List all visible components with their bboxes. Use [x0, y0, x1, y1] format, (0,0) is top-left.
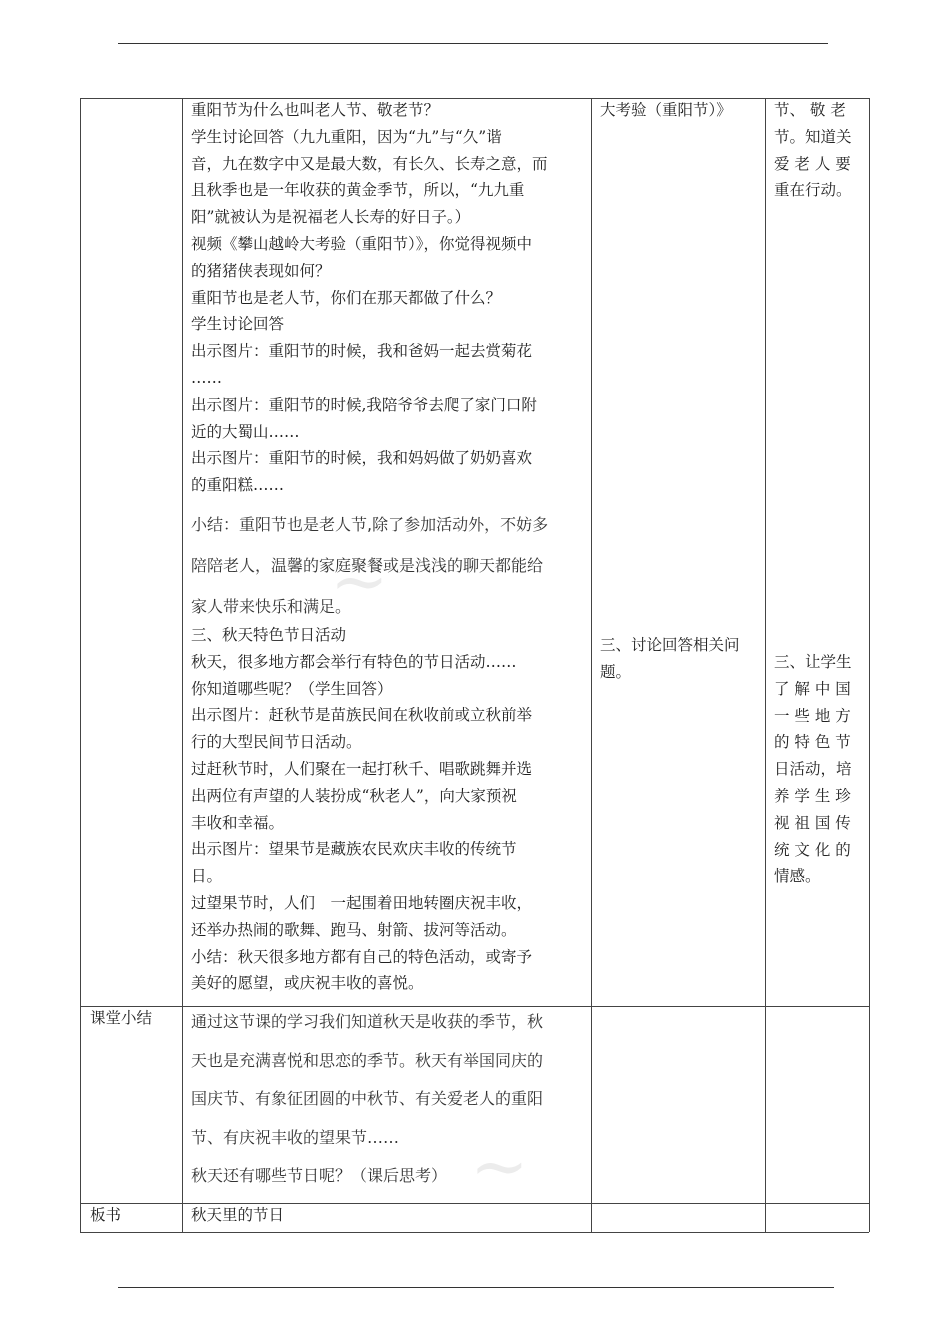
table-col-divider-1	[182, 98, 183, 1232]
content-line: 且秋季也是一年收获的黄金季节，所以，“九九重	[191, 181, 525, 200]
design-intent-top	[774, 97, 866, 204]
content-line: 出示图片：重阳节的时候，我和爸妈一起去赏菊花	[191, 342, 533, 361]
intent-line: 节、 敬 老	[774, 101, 846, 119]
content-line: 美好的愿望，或庆祝丰收的喜悦。	[191, 974, 424, 993]
row-label-class-summary	[90, 1005, 180, 1032]
row-label: 板书	[90, 1206, 122, 1224]
intent-line: 了 解 中 国	[774, 679, 851, 698]
header-rule	[118, 43, 828, 44]
content-line: 出示图片：重阳节的时候，我和妈妈做了奶奶喜欢	[191, 449, 533, 468]
section-heading: 三、秋天特色节日活动	[191, 626, 347, 644]
student-activity-line: 三、讨论回答相关问	[600, 636, 740, 654]
watermark-right: ~	[470, 1125, 529, 1207]
content-line: 秋天，很多地方都会举行有特色的节日活动……	[191, 652, 517, 671]
row-label-blackboard	[90, 1202, 180, 1229]
teaching-content-block	[191, 97, 587, 499]
content-line: 过赶秋节时，人们聚在一起打秋千、唱歌跳舞并选	[191, 759, 533, 778]
design-intent-mid	[774, 649, 866, 890]
intent-line: 的 特 色 节	[774, 733, 851, 752]
table-border-left	[80, 98, 81, 1232]
content-line: 音，九在数字中又是最大数，有长久、长寿之意，而	[191, 154, 548, 173]
content-line: 出示图片：重阳节的时候,我陪爷爷去爬了家门口附	[191, 395, 537, 414]
row-label: 课堂小结	[90, 1009, 153, 1027]
content-line: 的重阳糕……	[191, 476, 285, 495]
student-activity-line: 大考验（重阳节）》	[600, 101, 732, 119]
content-line: 近的大蜀山……	[191, 422, 300, 441]
summary-line: 通过这节课的学习我们知道秋天是收获的季节，秋	[191, 1012, 544, 1031]
summary-line: 家人带来快乐和满足。	[191, 597, 352, 616]
content-line: 学生讨论回答（九九重阳，因为“九”与“久”谐	[191, 127, 502, 146]
content-line: 阳”就被认为是祝福老人长寿的好日子。）	[191, 208, 471, 227]
summary-line: 国庆节、有象征团圆的中秋节、有关爱老人的重阳	[191, 1089, 544, 1108]
student-activity-mid	[600, 632, 760, 686]
summary-line: 秋天还有哪些节日呢？（课后思考）	[191, 1166, 448, 1185]
content-line: 重阳节为什么也叫老人节、敬老节？	[191, 101, 440, 119]
content-line: 丰收和幸福。	[191, 813, 285, 832]
table-border-bottom	[80, 1232, 869, 1233]
content-line: 出两位有声望的人装扮成“秋老人”，向大家预祝	[191, 786, 517, 805]
content-line: 行的大型民间节日活动。	[191, 733, 362, 752]
intent-line: 节。知道关	[774, 127, 852, 146]
content-line: 日。	[191, 867, 223, 886]
content-line: 学生讨论回答	[191, 315, 285, 334]
footer-rule	[118, 1287, 834, 1288]
intent-line: 一 些 地 方	[774, 706, 851, 725]
watermark-left: ~	[330, 540, 389, 622]
table-border-right	[869, 98, 870, 1232]
content-line: 出示图片：望果节是藏族农民欢庆丰收的传统节	[191, 840, 517, 859]
intent-line: 统 文 化 的	[774, 840, 851, 859]
intent-line: 三、让学生	[774, 653, 852, 671]
student-activity-line: 题。	[600, 662, 632, 681]
summary-screenshot-block	[191, 504, 587, 627]
summary-line: 节、有庆祝丰收的望果节……	[191, 1127, 400, 1147]
content-line: 小结：秋天很多地方都有自己的特色活动，或寄予	[191, 947, 533, 966]
content-line: 重阳节也是老人节，你们在那天都做了什么？	[191, 288, 502, 307]
table-col-divider-3	[765, 98, 766, 1232]
summary-line: 陪陪老人，温馨的家庭聚餐或是浅浅的聊天都能给	[191, 556, 544, 575]
content-line: ……	[191, 368, 222, 387]
intent-line: 情感。	[774, 867, 821, 886]
intent-line: 日活动，培	[774, 760, 852, 779]
intent-line: 视 祖 国 传	[774, 813, 851, 832]
content-line: 你知道哪些呢？（学生回答）	[191, 679, 393, 698]
summary-line: 小结：重阳节也是老人节,除了参加活动外，不妨多	[191, 515, 549, 534]
blackboard-text: 秋天里的节日	[191, 1206, 285, 1224]
intent-line: 重在行动。	[774, 181, 852, 200]
intent-line: 养 学 生 珍	[774, 786, 851, 805]
blackboard-content	[191, 1202, 587, 1229]
class-summary-block	[191, 1003, 587, 1196]
content-line: 还举办热闹的歌舞、跑马、射箭、拔河等活动。	[191, 920, 517, 939]
intent-line: 爱 老 人 要	[774, 154, 851, 173]
content-line: 的猪猪侠表现如何？	[191, 261, 331, 280]
table-col-divider-2	[591, 98, 592, 1232]
content-line: 过望果节时，人们 一起围着田地转圈庆祝丰收，	[191, 893, 533, 912]
section3-block	[191, 622, 587, 997]
content-line: 出示图片：赶秋节是苗族民间在秋收前或立秋前举	[191, 706, 533, 725]
summary-line: 天也是充满喜悦和思恋的季节。秋天有举国同庆的	[191, 1050, 544, 1070]
content-line: 视频《攀山越岭大考验（重阳节）》，你觉得视频中	[191, 234, 533, 253]
student-activity-top	[600, 97, 760, 124]
